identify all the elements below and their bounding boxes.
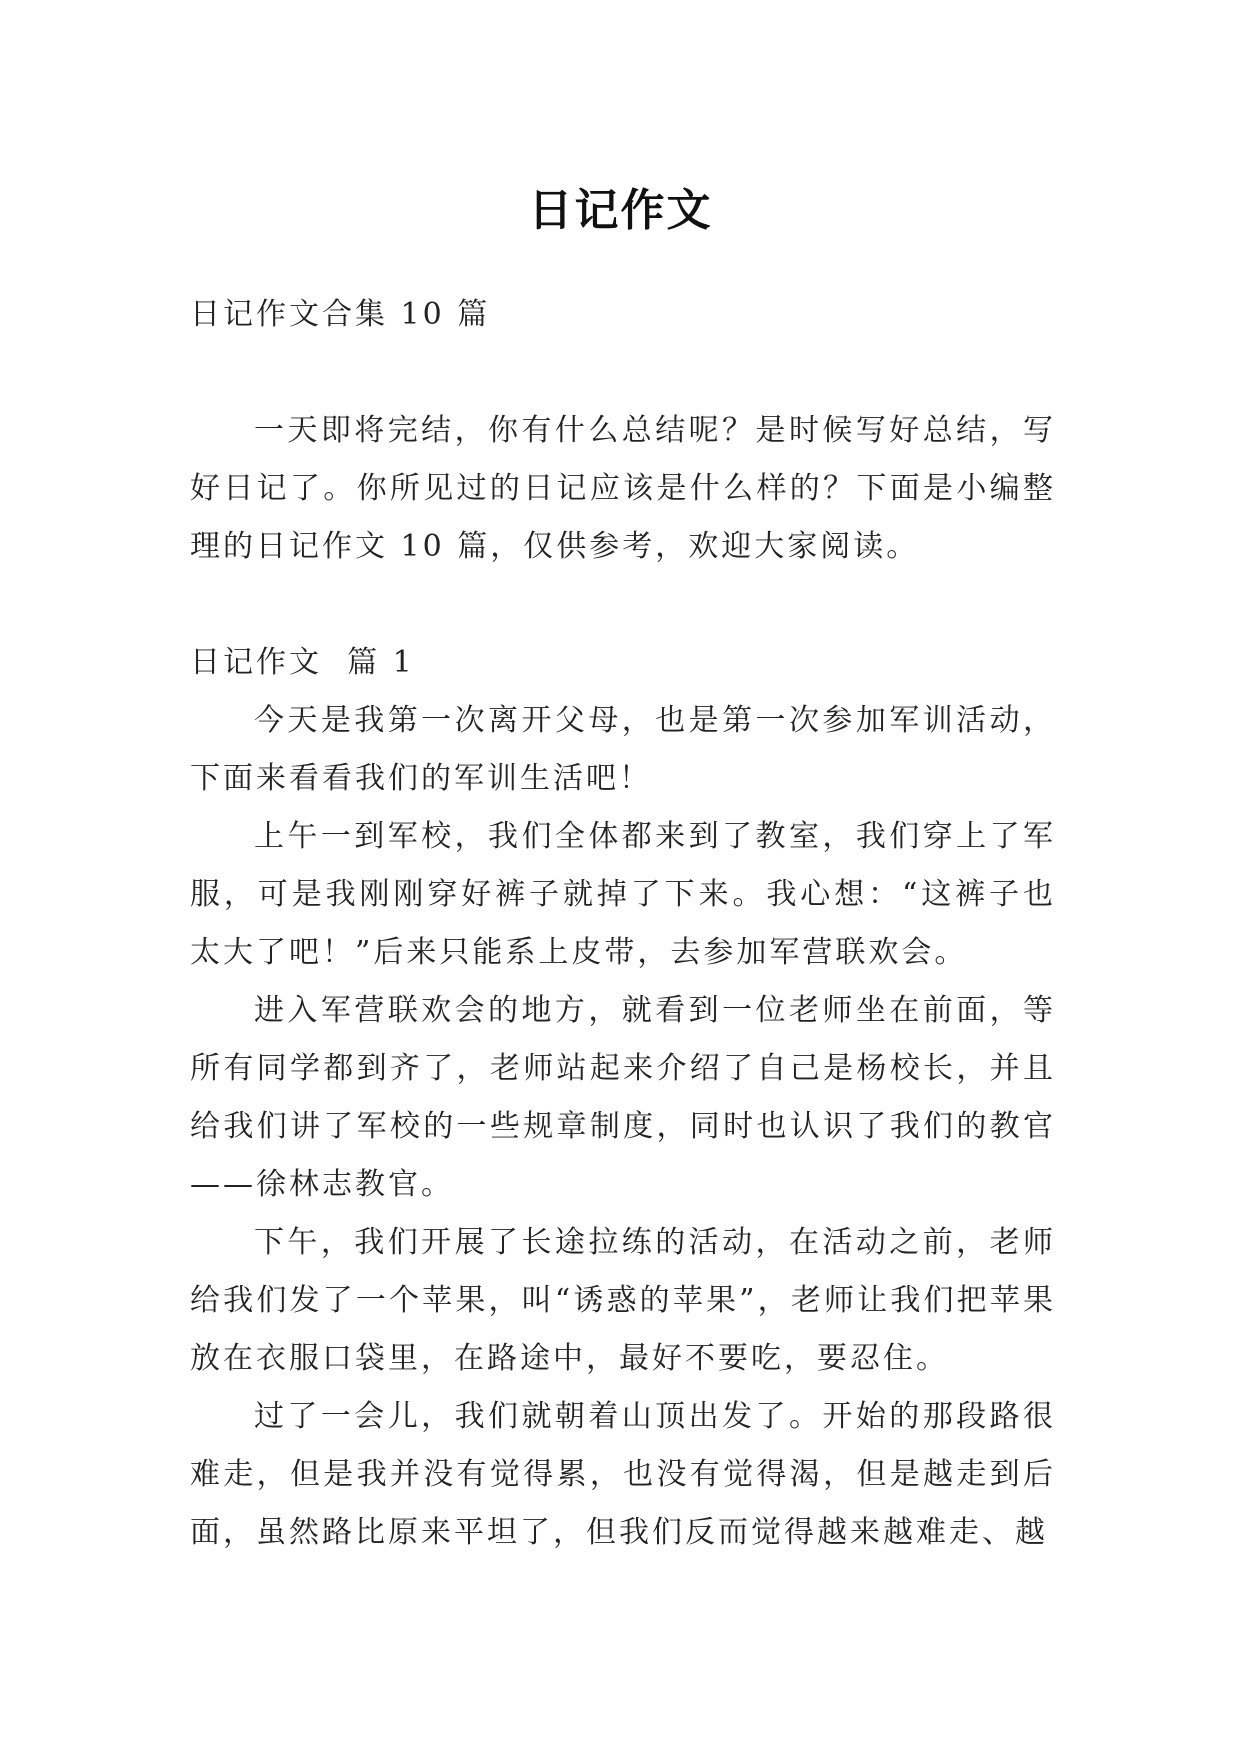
paragraph-2: 上午一到军校，我们全体都来到了教室，我们穿上了军服，可是我刚刚穿好裤子就掉了下来。我心想：“这裤子也太大了吧！”后来只能系上皮带，去参加军营联欢会。 — [190, 819, 1056, 970]
paragraph-3: 进入军营联欢会的地方，就看到一位老师坐在前面，等所有同学都到齐了，老师站起来介绍了自己是杨校长，并且给我们讲了军校的一些规章制度，同时也认识了我们的教官——徐林志教官。 — [190, 993, 1056, 1202]
paragraph-4: 下午，我们开展了长途拉练的活动，在活动之前，老师给我们发了一个苹果，叫“诱惑的苹果”，老师让我们把苹果放在衣服口袋里，在路途中，最好不要吃，要忍住。 — [190, 1225, 1056, 1376]
paragraph-1: 今天是我第一次离开父母，也是第一次参加军训活动，下面来看看我们的军训生活吧！ — [190, 703, 1056, 796]
paragraph-5: 过了一会儿，我们就朝着山顶出发了。开始的那段路很难走，但是我并没有觉得累，也没有觉得渴，但是越走到后面，虽然路比原来平坦了，但我们反而觉得越来越难走、越 — [190, 1399, 1056, 1550]
section-heading: 日记作文 篇 1 — [190, 645, 415, 680]
intro-paragraph: 一天即将完结，你有什么总结呢？是时候写好总结，写好日记了。你所见过的日记应该是什么样的？下面是小编整理的日记作文 10 篇，仅供参考，欢迎大家阅读。 — [190, 413, 1056, 564]
document-title: 日记作文 — [528, 185, 713, 237]
document-subtitle: 日记作文合集 10 篇 — [190, 297, 491, 332]
